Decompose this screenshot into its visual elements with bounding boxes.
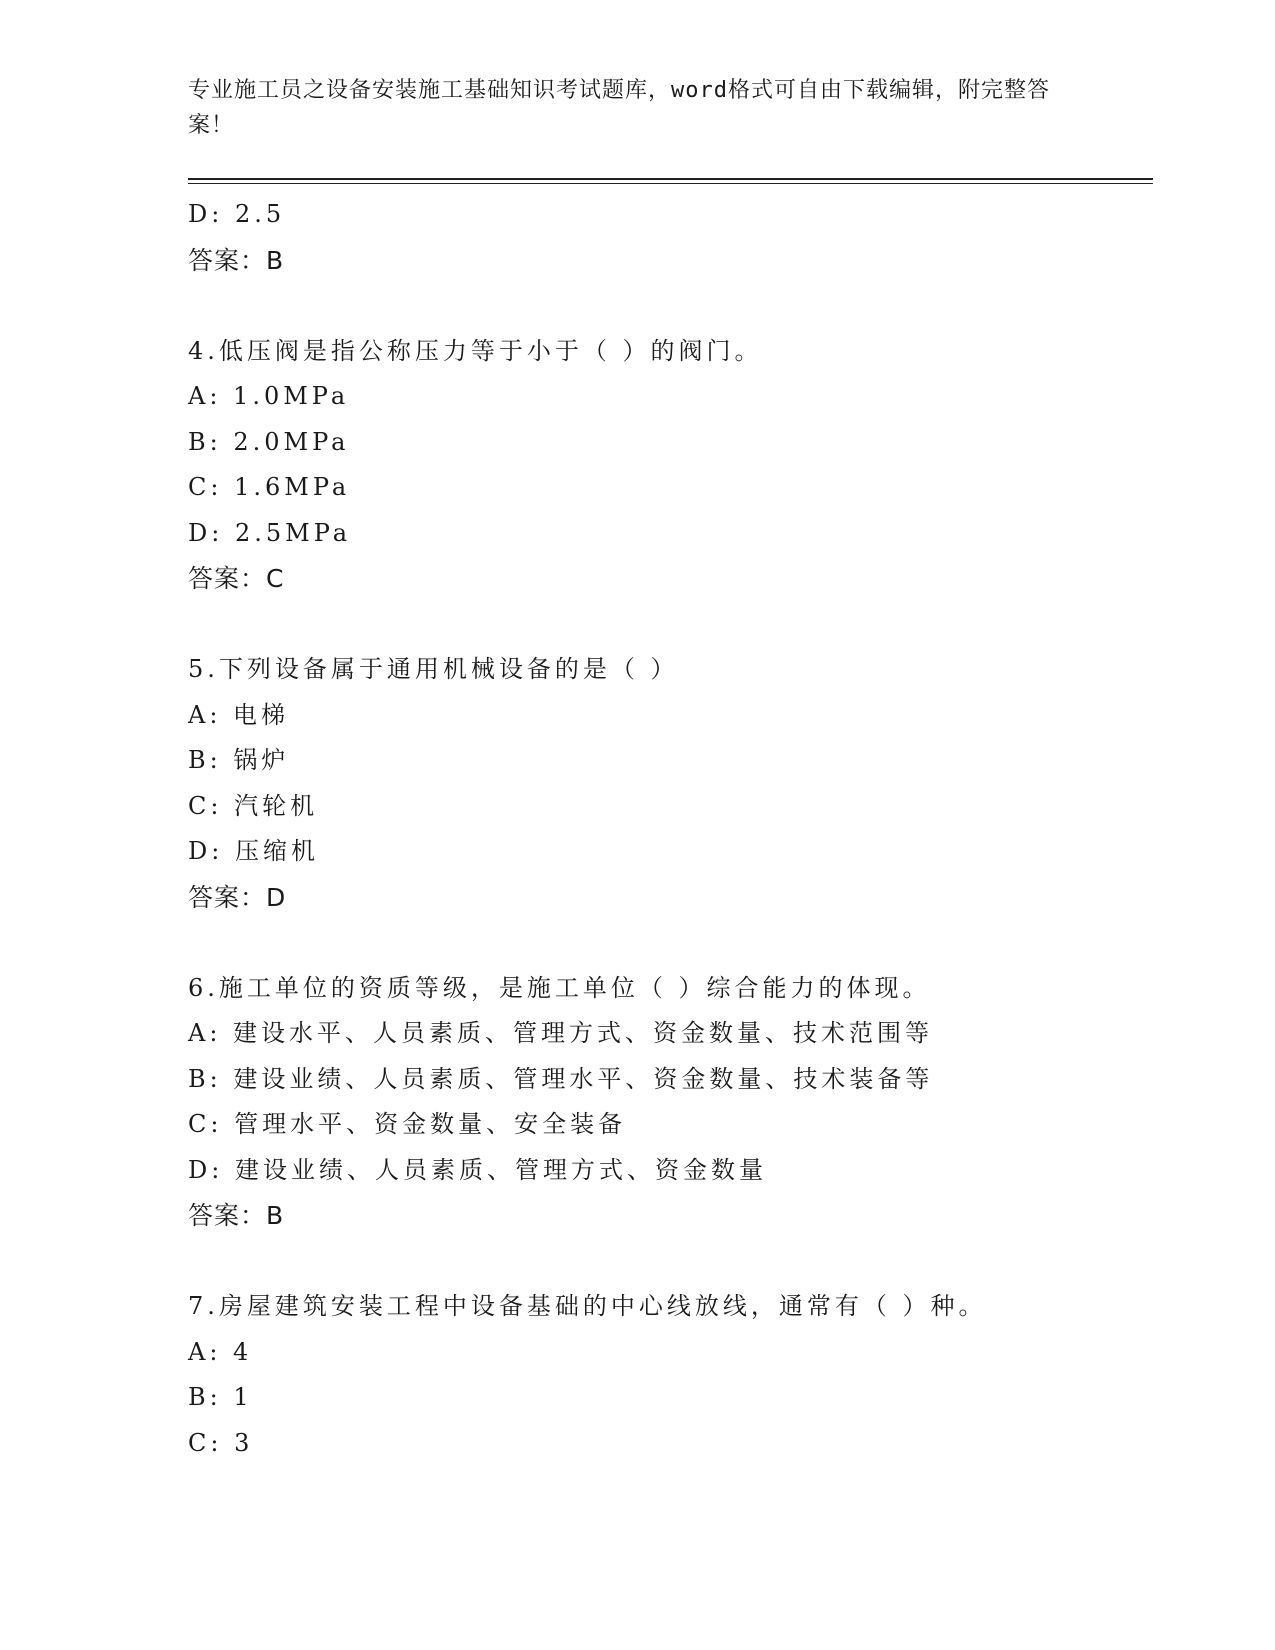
header-divider-thick xyxy=(188,178,1153,180)
header-divider-thin xyxy=(188,183,1153,184)
option-a: A: 电梯 xyxy=(188,700,290,729)
question-4 xyxy=(188,329,1148,602)
question-7 xyxy=(188,1284,1148,1466)
question-stem: 4.低压阀是指公称压力等于小于（ ）的阀门。 xyxy=(188,336,763,365)
question-stem: 7.房屋建筑安装工程中设备基础的中心线放线，通常有（ ）种。 xyxy=(188,1292,987,1320)
option-a: A: 1.0MPa xyxy=(188,382,350,410)
question-list xyxy=(188,192,1148,1466)
answer-line: 答案：D xyxy=(188,882,287,912)
option-b: B: 2.0MPa xyxy=(188,427,350,456)
question-stem: 6.施工单位的资质等级，是施工单位（ ）综合能力的体现。 xyxy=(188,973,931,1002)
option-c: C: 1.6MPa xyxy=(188,473,351,501)
option-b: B: 锅炉 xyxy=(188,746,290,774)
answer-line: 答案：B xyxy=(188,245,285,275)
answer-line: 答案：B xyxy=(188,1201,285,1230)
answer-line: 答案：C xyxy=(188,564,285,593)
question-6 xyxy=(188,966,1148,1239)
document-header: 专业施工员之设备安装施工基础知识考试题库，word格式可自由下载编辑，附完整答案！ xyxy=(188,78,1050,138)
question-stem: 5.下列设备属于通用机械设备的是（ ） xyxy=(188,655,679,683)
option-d: D: 建设业绩、人员素质、管理方式、资金数量 xyxy=(188,1155,767,1184)
option-c: C: 汽轮机 xyxy=(188,791,319,820)
option-b: B: 1 xyxy=(188,1383,253,1411)
option-d: D: 2.5 xyxy=(188,200,286,228)
option-c: C: 管理水平、资金数量、安全装备 xyxy=(188,1110,627,1138)
option-a: A: 建设水平、人员素质、管理方式、资金数量、技术范围等 xyxy=(188,1019,934,1047)
option-b: B: 建设业绩、人员素质、管理水平、资金数量、技术装备等 xyxy=(188,1064,934,1093)
option-c: C: 3 xyxy=(188,1428,254,1457)
question-5 xyxy=(188,647,1148,920)
option-d: D: 压缩机 xyxy=(188,837,319,865)
option-d: D: 2.5MPa xyxy=(188,518,352,547)
option-a: A: 4 xyxy=(188,1337,253,1366)
